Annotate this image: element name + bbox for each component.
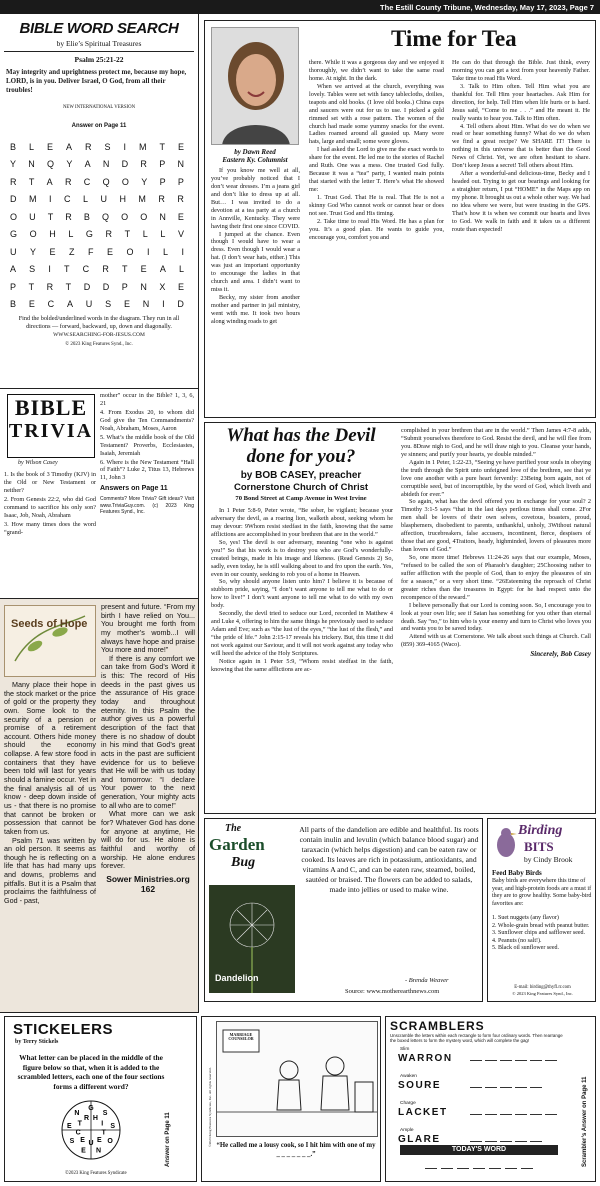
grid-row	[0, 138, 198, 156]
grid-letter[interactable]: E	[106, 246, 113, 257]
birding-list	[492, 915, 593, 953]
birding-item: 2. Whole-grain bread with peanut butter.	[492, 922, 590, 929]
answer-blank[interactable]	[530, 1134, 542, 1142]
answer-blank[interactable]	[521, 1161, 533, 1169]
tea-photo-caption-1: by Dawn Reed	[234, 148, 276, 156]
stickelers-byline: by Terry Stickels	[15, 1039, 59, 1045]
scrambler-clue: Ample	[400, 1128, 414, 1133]
grid-letter[interactable]: A	[46, 176, 53, 187]
birding-logo-2: BITS	[524, 839, 554, 854]
seeds-source: Sower Ministries.org	[106, 873, 190, 884]
grid-letter[interactable]: S	[29, 264, 36, 275]
grid-letter[interactable]: T	[124, 229, 131, 240]
garden-credit: - Brenda Weaver	[405, 977, 449, 984]
answer-blank[interactable]	[545, 1107, 557, 1115]
grid-row	[0, 261, 198, 279]
answer-blank[interactable]	[470, 1080, 482, 1088]
grid-letter[interactable]: N	[159, 211, 166, 222]
wheel-letter: N	[95, 1147, 102, 1155]
grid-letter[interactable]: I	[181, 246, 184, 257]
leaf-icon	[5, 606, 95, 676]
answer-blank[interactable]	[485, 1107, 497, 1115]
grid-letter[interactable]: T	[28, 281, 35, 292]
stickelers-panel	[4, 1016, 197, 1182]
grid-letter[interactable]: L	[160, 229, 166, 240]
wheel-letter: U	[88, 1140, 94, 1147]
birding-item: 1. Suet nuggets (any flavor)	[492, 915, 559, 921]
page-header: The Estill County Tribune, Wednesday, May 17, 2023, Page 7	[0, 0, 600, 14]
trivia-byline: by Wilson Casey	[18, 460, 58, 466]
grid-letter[interactable]: N	[28, 159, 35, 170]
seeds-logo-text: Seeds of Hope	[11, 618, 88, 630]
grid-letter[interactable]: P	[159, 176, 166, 187]
answer-blank[interactable]	[457, 1161, 469, 1169]
grid-letter[interactable]: E	[177, 141, 184, 152]
answer-blank[interactable]	[489, 1161, 501, 1169]
wheel-letter: T	[77, 1120, 82, 1128]
tea-title: Time for Tea	[391, 26, 517, 51]
stickelers-question: What letter can be placed in the middle of the figure below so that, when it is added to the scrambled letters, each one of the four sections forms a different word?	[17, 1053, 165, 1091]
grid-letter[interactable]: D	[83, 281, 91, 292]
grid-row	[0, 191, 198, 209]
scrambler-word	[390, 1047, 568, 1070]
garden-logo	[209, 823, 287, 885]
grid-letter[interactable]: R	[158, 194, 165, 205]
devil-title-2: done for you?	[246, 446, 356, 467]
tea-photo-caption-2: Eastern Ky. Columnist	[222, 156, 288, 164]
word-search-title: BIBLE WORD SEARCH	[19, 20, 179, 37]
scramblers-panel	[385, 1016, 596, 1182]
grid-letter[interactable]: Y	[29, 246, 36, 257]
birding-intro: Baby birds are everywhere this time of year, and high-protein foods are a must if they are to grow healthy. Some baby-bird favorites are:	[492, 878, 592, 907]
answer-blank[interactable]	[515, 1134, 527, 1142]
todays-word-label: TODAY'S WORD	[400, 1145, 558, 1155]
grid-letter[interactable]: A	[10, 264, 17, 275]
grid-letter[interactable]: N	[140, 281, 147, 292]
wheel-letter: I	[101, 1120, 104, 1128]
grid-letter[interactable]: N	[177, 159, 184, 170]
todays-word-blanks	[400, 1161, 558, 1169]
tea-para: Becky, my sister from another mother and partner in jail ministry, went with me. It took two hours along winding roads to get	[211, 294, 300, 325]
grid-letter[interactable]: O	[121, 176, 129, 187]
grid-row	[0, 173, 198, 191]
answer-blank[interactable]	[530, 1107, 542, 1115]
devil-byline: by BOB CASEY, preacher	[240, 470, 362, 481]
trivia-q6: 6. Where is the New Testament “Hall of Faith”? Luke 2, Titus 13, Hebrews 11, John 3	[100, 458, 194, 482]
tea-para: there. While it was a gorgeous day and we enjoyed it thoroughly, we didn’t want to take the same road home. At night. In the dark.	[309, 59, 444, 82]
trivia-logo-top: BIBLE	[14, 395, 88, 420]
grid-letter[interactable]: R	[10, 176, 17, 187]
tea-col2	[309, 59, 444, 242]
grid-letter[interactable]: H	[49, 229, 56, 240]
devil-para: Notice again in 1 Peter 5:9, “Whom resist stedfast in the faith, knowing that the same afflictions are ac-	[211, 657, 393, 673]
answer-blank[interactable]	[530, 1053, 542, 1061]
answer-blank[interactable]	[505, 1161, 517, 1169]
stickelers-logo: STICKELERS	[13, 1021, 114, 1038]
grid-letter[interactable]: O	[140, 211, 148, 222]
tea-para: When we arrived at the church, everything was lovely. Tables were set with fancy tablecloths, doilies, teapots and old books. (I love old books.) China cups and saucers were out for us to use. I picked a gold rimmed set with a rose pattern. The women of the church had made some yummy snacks for the event. Ladies roamed around all gussied up. Many wore hats, large and small; some wore gloves.	[309, 82, 444, 146]
trivia-q5: 5. What’s the middle book of the Old Testament? Proverbs, Ecclesiastes, Isaiah, Jeremiah	[100, 433, 194, 457]
grid-letter[interactable]: E	[140, 264, 147, 275]
grid-letter[interactable]: H	[119, 194, 126, 205]
answer-blank[interactable]	[500, 1134, 512, 1142]
devil-para: So again, what has the devil offered you in exchange for your soul? 2 Timothy 3:1-5 says “that in the last days perilous times shall come. 2For men shall be lovers of their own selves, covetous, boasters, proud, blasphemers, disobedient to parents, unthankful, unholy, 3Without natural affection, trucebreakers, false accusers, incontinent, fierce, despisers of those that are good, 4Traitors, heady, highminded, lovers of pleasures more than lovers of God.”	[401, 498, 591, 554]
devil-col1	[211, 507, 393, 674]
wheel-letter: E	[97, 1136, 102, 1144]
grid-letter[interactable]: U	[85, 299, 93, 310]
trivia-logo	[7, 394, 95, 458]
grid-letter[interactable]: B	[83, 211, 90, 222]
devil-para: So, one more time! Hebrews 11:24-26 says that our example, Moses, “refused to be called the son of Pharaoh’s daughter; 25Choosing rather to suffer affliction with the people of God, than to enjoy the pleasures of sin for a season,” or a very short time. “26Esteeming the reproach of Christ greater riches than the treasures in Egypt: for he had respect unto the recompence of the reward.”	[401, 554, 591, 601]
cartoon-credit: ©2023 King Features Syndicate, Inc. All rights reserved.	[208, 1067, 212, 1147]
answer-blank[interactable]	[515, 1053, 527, 1061]
dandelion-photo	[209, 885, 295, 993]
grid-letter[interactable]: T	[121, 264, 128, 275]
grid-letter[interactable]: L	[82, 194, 88, 205]
cartoon-sign: MARRIAGE COUNSELOR	[228, 1032, 254, 1042]
birding-item: 5. Black oil sunflower seed.	[492, 945, 559, 951]
grid-letter[interactable]: M	[138, 194, 146, 205]
devil-para: I believe personally that our Lord is coming soon. So, I encourage you to look at your own life; see if Satan has something for you other than eternal death. Say “no,” to him who is your enemy and turn to Christ who loves you and wants you to be saved today.	[401, 601, 591, 633]
word-search-copyright: © 2023 King Features Synd., Inc.	[65, 342, 133, 348]
grid-letter[interactable]: F	[87, 246, 94, 257]
answer-blank[interactable]	[470, 1053, 482, 1061]
answer-blank[interactable]	[485, 1080, 497, 1088]
grid-letter[interactable]: T	[64, 264, 70, 275]
grid-letter[interactable]: A	[66, 141, 73, 152]
seeds-para5: What more can we ask for? Whatever God has done for anyone at anytime, He will do for us. He alone is faithful and worthy of worship. He alone endures forever.	[101, 809, 195, 871]
grid-letter[interactable]: Q	[102, 211, 110, 222]
answer-blank[interactable]	[485, 1134, 497, 1142]
answer-blanks	[470, 1107, 557, 1115]
grid-letter[interactable]: U	[29, 211, 36, 222]
grid-row	[0, 243, 198, 261]
answer-blanks	[470, 1080, 542, 1088]
grid-letter[interactable]: S	[105, 299, 112, 310]
devil-para: Again in 1 Peter, 1:22-23, “Seeing ye have purified your souls in obeying the truth through the Spirit unto unfeigned love of the brethren, see that ye love one another with a pure heart fervently: 23Being born again, not of corruptible seed, but of incorruptible, by the word of God, which liveth and abideth for ever.”	[401, 458, 591, 498]
tea-para: 2. Take time to read His Word. He has a plan for you. It’s a good plan. He wants to guide you, encourage you, comfort you and	[309, 217, 444, 241]
scrambled-letters: SOURE	[398, 1079, 442, 1091]
garden-source: Source: www.motherearthnews.com	[345, 988, 440, 995]
birding-item: 3. Sunflower chips and safflower seed.	[492, 930, 586, 936]
grid-letter[interactable]: E	[123, 299, 130, 310]
word-search-byline: by Elie’s Spiritual Treasures	[56, 39, 142, 48]
wheel-letter: R	[84, 1114, 90, 1122]
grid-letter[interactable]: L	[68, 229, 74, 240]
grid-letter[interactable]: I	[48, 264, 51, 275]
grid-letter[interactable]: L	[162, 246, 168, 257]
answer-note: Answer on Page 11	[71, 123, 127, 130]
tea-para: If you know me well at all, you’ve probably noticed that I don’t wear dresses. I’m a jeans girl and don’t like to dress up at all. But… I was invited to do a devotion at a tea party at a church in Annville, Kentucky. They were having their first one since COVID.	[211, 167, 300, 230]
grid-letter[interactable]: Y	[141, 176, 148, 187]
trivia-q4: 4. From Exodus 20, to whom did God give the Ten Commandments? Noah, Abraham, Moses, Aaron	[100, 408, 194, 432]
wheel-letter: S	[110, 1123, 116, 1131]
cartoon-panel	[201, 1016, 381, 1182]
grid-letter[interactable]: C	[83, 176, 91, 187]
devil-church: Cornerstone Church of Christ	[233, 482, 369, 493]
wheel-letter: S	[69, 1138, 75, 1145]
grid-letter[interactable]: R	[102, 264, 109, 275]
wheel-letter: T	[101, 1129, 106, 1137]
grid-letter[interactable]: A	[84, 159, 91, 170]
trivia-q2: 2. From Genesis 22:2, who did God command to sacrifice his only son? Isaac, Job, Noah, Abraham	[4, 495, 96, 519]
grid-letter[interactable]: C	[47, 299, 55, 310]
devil-address: 70 Bond Street at Camp Avenue in West Irvine	[235, 495, 367, 502]
wheel-letter: E	[81, 1147, 86, 1155]
scrambler-clue: Awaken	[400, 1074, 417, 1079]
grid-letter[interactable]: O	[10, 211, 18, 222]
tea-panel	[204, 20, 596, 418]
devil-para: Secondly, the devil tried to seduce our Lord, recorded in Matthew 4 and Luke 4, offering to him the same things he previously used to seduce Adam and Eve; such as “the lust of the eyes,” “the lust of the flesh,” and “the pride of life.” John 2:15-17 reveals his trickery. But, this time it did not work against our Saviour, and it will not work against any today who will heed the advice of the Holy Scriptures.	[211, 610, 393, 657]
grid-letter[interactable]: L	[142, 229, 148, 240]
scramblers-instructions: Unscramble the letters within each rectangle to form four ordinary words. Then rearrange the boxed letters to form the mystery word, which will complete the gag!	[390, 1033, 563, 1044]
grid-row	[0, 156, 198, 174]
grid-row	[0, 278, 198, 296]
answer-blanks	[470, 1053, 557, 1061]
bird-icon	[492, 825, 520, 863]
wheel-letter: O	[107, 1138, 113, 1145]
letter-grid	[0, 138, 198, 313]
answer-blank[interactable]	[500, 1080, 512, 1088]
grid-letter[interactable]: P	[159, 159, 166, 170]
grid-letter[interactable]: B	[10, 299, 17, 310]
grid-letter[interactable]: R	[64, 176, 72, 187]
tea-col1	[211, 167, 300, 326]
grid-letter[interactable]: R	[177, 194, 184, 205]
grid-letter[interactable]: D	[10, 194, 17, 205]
grid-letter[interactable]: C	[82, 264, 90, 275]
letter-wheel	[60, 1099, 122, 1161]
word-search-website: WWW.SEARCHING-FOR-JESUS.COM	[53, 331, 145, 338]
birding-item: 4. Peanuts (no salt!).	[492, 937, 542, 944]
grid-letter[interactable]: G	[85, 229, 93, 240]
scrambler-words	[390, 1047, 568, 1155]
grid-letter[interactable]: M	[28, 194, 37, 205]
scramblers-title: SCRAMBLERS	[390, 1019, 485, 1033]
seeds-para4: If there is any comfort we can take from God’s Word it is this: The record of His deeds in the past gives us the assurance of His grace today and throughout eternity. In this Psalm the author gives us a powerful description of the fact that there is no shadow of doubt in his mind that God’s great acts in the past are sufficient evidence for us to believe that He will be with us today and tomorrow: “I declare Your power to the next generation, Your mighty acts to all who are to come!”	[101, 653, 195, 810]
columnist-portrait-icon	[212, 28, 299, 145]
garden-logo-1: The	[225, 823, 242, 834]
answer-blanks	[470, 1134, 542, 1142]
grid-letter[interactable]: E	[28, 299, 35, 310]
trivia-col1	[4, 471, 96, 537]
answer-blank[interactable]	[425, 1161, 437, 1169]
grid-letter[interactable]: O	[126, 246, 134, 257]
tea-para: 3. Talk to Him often. Tell Him what you are thankful for. Tell Him your heartaches. Ask Him for direction, for help. Tell Him when life hurts or is hard. Jesus said, “Come to me . . .” and He meant it. He really wants to hear you. Talk to Him often.	[452, 82, 590, 122]
grid-letter[interactable]: Y	[66, 159, 73, 170]
scrambled-letters: WARRON	[398, 1052, 453, 1064]
devil-para: So, yes! The devil is our adversary, meaning “one who is against you!” So that his work is to destroy you who are God’s wonderfully-created beings, made in his image and likeness. (Read Genesis 2) So, sadly, even today, he is still walking about to and fro upon the earth. Yes, even in our county, seeking to rob you of a home in Heaven.	[211, 538, 393, 578]
birding-heading: Feed Baby Birds	[492, 869, 542, 877]
garden-logo-3: Bug	[231, 855, 256, 871]
seeds-panel	[0, 599, 199, 1013]
answer-blank[interactable]	[473, 1161, 485, 1169]
wheel-letter: E	[66, 1123, 72, 1131]
cartoon-caption: “He called me a lousy cook, so I hit him with one of my _ _ _ _ _ _ _.”	[216, 1142, 376, 1159]
devil-panel	[204, 422, 596, 814]
grid-letter[interactable]: N	[142, 299, 150, 310]
scrambled-letters: LACKET	[398, 1106, 448, 1118]
grid-letter[interactable]: E	[177, 211, 184, 222]
seeds-number: 162	[140, 884, 156, 895]
grid-letter[interactable]: P	[10, 281, 17, 292]
stickelers-answer-note: Answer on Page 11	[165, 1112, 171, 1167]
grid-row	[0, 296, 198, 314]
grid-letter[interactable]: I	[146, 246, 150, 257]
trivia-q3b: mother” occur in the Bible? 1, 3, 6, 21	[100, 392, 194, 407]
grid-letter[interactable]: L	[178, 264, 184, 275]
grid-letter[interactable]: R	[140, 159, 147, 170]
grid-letter[interactable]: T	[65, 281, 72, 292]
birding-byline: by Cindy Brook	[524, 855, 573, 864]
grid-letter[interactable]: R	[105, 229, 113, 240]
scrambler-word	[390, 1101, 568, 1124]
devil-col2	[401, 427, 591, 659]
tea-para: I jumped at the chance. Even though I would have to wear a dress. Even though I would wear a hat. (I don’t wear hats, either.) This was just an important opportunity to encourage the ladies in that church and area. I didn’t want to miss it.	[211, 230, 300, 294]
word-search-instructions: Find the bolded/underlined words in the diagram. They run in all directions — forward, backward, up, down and diagonally.	[18, 315, 180, 330]
answer-blank[interactable]	[485, 1053, 497, 1061]
trivia-footer: Comments? More Trivia? Gift ideas? Visit www.TriviaGuy.com. (c) 2023 King Features Synd., Inc.	[100, 496, 194, 516]
trivia-panel	[0, 389, 199, 599]
seeds-para3: present and future. “From my birth I have relied on You... You brought me forth from my mother’s womb...I will always have hope and praise You more and more!”	[101, 602, 195, 655]
grid-letter[interactable]: P	[121, 281, 128, 292]
grid-letter[interactable]: A	[66, 299, 73, 310]
tea-photo	[211, 27, 299, 145]
scrambler-clue: Charge	[400, 1101, 416, 1106]
wheel-letter: G	[88, 1105, 94, 1112]
grid-letter[interactable]: N	[102, 159, 110, 170]
answer-blank[interactable]	[470, 1134, 482, 1142]
grid-letter[interactable]: R	[65, 211, 72, 222]
wheel-letter: H	[92, 1114, 98, 1122]
devil-para: In 1 Peter 5:8-9, Peter wrote, “Be sober, be vigilant; because your adversary the devil, as a roaring lion, walketh about, seeking whom he may devour: 9Whom resist stedfast in the faith, knowing that the same afflictions are accomplished in your brethren that are in the world.”	[211, 507, 393, 538]
grid-letter[interactable]: E	[49, 246, 56, 257]
grid-letter[interactable]: B	[10, 141, 17, 152]
garden-text: All parts of the dandelion are edible and healthful. Its roots contain inulin and levulin (which balance blood sugar) and taraxacin (which helps digestion) and can be eaten raw or cooked. Its leaves are rich in potassium, antioxidants, and vitamins A and C, and can be eaten raw, steamed, boiled, sautéed or braised. The flowers can be added to salads, made into jellies or used to make wine.	[299, 825, 479, 895]
grid-letter[interactable]: S	[104, 141, 111, 152]
answer-blank[interactable]	[470, 1107, 482, 1115]
grid-letter[interactable]: T	[47, 211, 54, 222]
grid-letter[interactable]: C	[63, 194, 71, 205]
grid-letter[interactable]: T	[28, 176, 35, 187]
grid-letter[interactable]: Q	[47, 159, 55, 170]
grid-letter[interactable]: U	[100, 194, 107, 205]
grid-letter[interactable]: A	[159, 264, 166, 275]
dandelion-label: Dandelion	[215, 973, 259, 983]
answer-blank[interactable]	[530, 1080, 542, 1088]
trivia-col2	[100, 392, 194, 515]
grid-row	[0, 226, 198, 244]
verse-reference: Psalm 25:21-22	[74, 55, 124, 64]
grid-letter[interactable]: M	[138, 141, 147, 152]
grid-letter[interactable]: Q	[102, 176, 110, 187]
stickelers-copyright: ©2023 King Features Syndicate	[65, 1171, 127, 1176]
devil-para: Attend with us at Cornerstone. We talk about such things at Church. Call (859) 369-4165 (Waco).	[401, 633, 591, 649]
trivia-answers: Answers on Page 11	[100, 485, 168, 493]
grid-row	[0, 208, 198, 226]
cartoon-drawing	[216, 1021, 378, 1137]
grid-letter[interactable]: O	[121, 211, 129, 222]
wheel-letter: C	[75, 1129, 81, 1137]
grid-letter[interactable]: Y	[10, 159, 17, 170]
grid-letter[interactable]: V	[177, 229, 184, 240]
devil-para: So, why should anyone listen unto him? I believe it is because of stubborn pride, saying, “I don’t want anyone to tell me what to do or how to live!” I don’t want anyone to tell me what to do with my own body.	[211, 578, 393, 610]
scrambled-letters: GLARE	[398, 1133, 441, 1145]
garden-panel	[204, 818, 483, 1002]
grid-letter[interactable]: D	[102, 281, 110, 292]
birding-panel	[487, 818, 596, 1002]
grid-letter[interactable]: E	[177, 281, 184, 292]
seeds-para1: Many place their hope in the stock market or the price of gold or the property they own. Some look to the security of a pension or promise of a retirement account. Others hide money should the economy collapse. A few store food in containers that they have been told will last for years should a famine occur. Yet in the final analysis all of us know - deep down inside of us - that there is no promise that cannot be broken or possession that cannot be taken from us.	[4, 680, 96, 836]
wheel-letter: S	[102, 1110, 108, 1118]
wheel-letter: E	[80, 1136, 85, 1144]
devil-title-1: What has the Devil	[226, 425, 376, 446]
tea-para: After a wonderful-and delicious-time, Becky and I headed out. Trying to get our bearings and looking for a straighter return, I put “HOME” in the Maps app on my phone. It brought us out a whole other way. We had no idea where we were, but were trusting in the GPS. That’s how it is when we commit our hearts and lives to God. We walk in faith and it takes us a different route than expected!	[452, 170, 590, 233]
answer-blank[interactable]	[500, 1053, 512, 1061]
answer-blank[interactable]	[545, 1053, 557, 1061]
trivia-q1: 1. Is the book of 3 Timothy (KJV) in the Old or New Testament or neither?	[4, 471, 96, 494]
birding-copyright: © 2023 King Features Synd., Inc.	[512, 991, 573, 996]
scrambler-word	[390, 1074, 568, 1097]
trivia-q3a: 3. How many times does the word “grand-	[4, 520, 96, 536]
tea-col3	[452, 59, 590, 234]
grid-letter[interactable]: R	[85, 141, 92, 152]
answer-blank[interactable]	[500, 1107, 512, 1115]
seeds-col1	[4, 681, 96, 906]
birding-logo-1: Birding	[518, 823, 563, 838]
garden-logo-2: Garden	[209, 835, 265, 854]
seeds-para2: Psalm 71 was written by an old person. It seems as though he is reflecting on a life that has had many ups and downs, problems and pitfalls. But it is a Psalm that proclaims the faithfulness of God - past,	[4, 835, 96, 906]
word-search-panel	[0, 14, 199, 389]
grid-letter[interactable]: L	[29, 141, 35, 152]
grid-letter[interactable]: D	[177, 299, 184, 310]
devil-para: complished in your brethren that are in the world.” Then James 4:7-8 adds, “Submit yourselves therefore to God. Resist the devil, and he will flee from you. 8Draw nigh to God, and he will draw nigh to you. Cleanse your hands, ye sinners; and purify your hearts, ye double minded.”	[401, 427, 591, 458]
scramblers-answer-note: Scrambler’s Answer on Page 11	[582, 1076, 588, 1167]
tea-para: 4. Tell others about Him. What do we do when we read or hear something funny? What do we do when we find a great recipe? We SHARE IT! There is nothing in this universe that is better than the Good News of Christ. Yet, we are often hesitant to share. Don’t keep Jesus a secret! Tell others about Him.	[452, 122, 590, 170]
grid-letter[interactable]: U	[10, 246, 17, 257]
grid-letter[interactable]: I	[48, 194, 52, 205]
answer-blank[interactable]	[515, 1080, 527, 1088]
devil-signoff: Sincerely, Bob Casey	[530, 650, 591, 659]
seeds-logo	[4, 605, 96, 677]
grid-letter[interactable]: R	[46, 281, 54, 292]
grid-letter[interactable]: E	[47, 141, 54, 152]
tea-para: He can do that through the Bible. Just think, every morning you can get a text from your heavenly Father. Take time to read His Word.	[452, 59, 590, 82]
grid-letter[interactable]: Z	[68, 246, 75, 257]
tea-para: I had asked the Lord to give me the exact words to share for the event. He led me to the stories of Rachel and Ruth. One was a mess. One trusted God fully. Because it was a “tea” party, I wanted main points that started with the letter T. Here’s what He showed me:	[309, 146, 444, 193]
trivia-logo-bottom: TRIVIA	[8, 420, 94, 442]
grid-letter[interactable]: P	[177, 176, 184, 187]
grid-letter[interactable]: I	[123, 141, 126, 152]
bible-version: NEW INTERNATIONAL VERSION	[62, 105, 136, 111]
grid-letter[interactable]: T	[159, 141, 165, 152]
seeds-col2	[101, 603, 195, 894]
answer-blank[interactable]	[441, 1161, 453, 1169]
grid-letter[interactable]: X	[159, 281, 166, 292]
grid-letter[interactable]: I	[162, 299, 165, 310]
verse-text: May integrity and uprightness protect me, because my hope, LORD, is in you. Deliver Israel, O God, from all their troubles!	[6, 68, 187, 95]
grid-letter[interactable]: D	[121, 159, 129, 170]
birding-email: E-mail: birding@thyfl.rr.com	[514, 985, 571, 990]
grid-letter[interactable]: O	[29, 229, 37, 240]
grid-letter[interactable]: G	[10, 229, 18, 240]
tea-para: 1. Trust God. That He is real. That He is not a skinny God Who cannot work or cannot hear or does not see. Trust God and His timing.	[309, 193, 444, 217]
scrambler-clue: Slim	[400, 1047, 410, 1052]
wheel-letter: N	[74, 1110, 80, 1118]
answer-blank[interactable]	[515, 1107, 527, 1115]
